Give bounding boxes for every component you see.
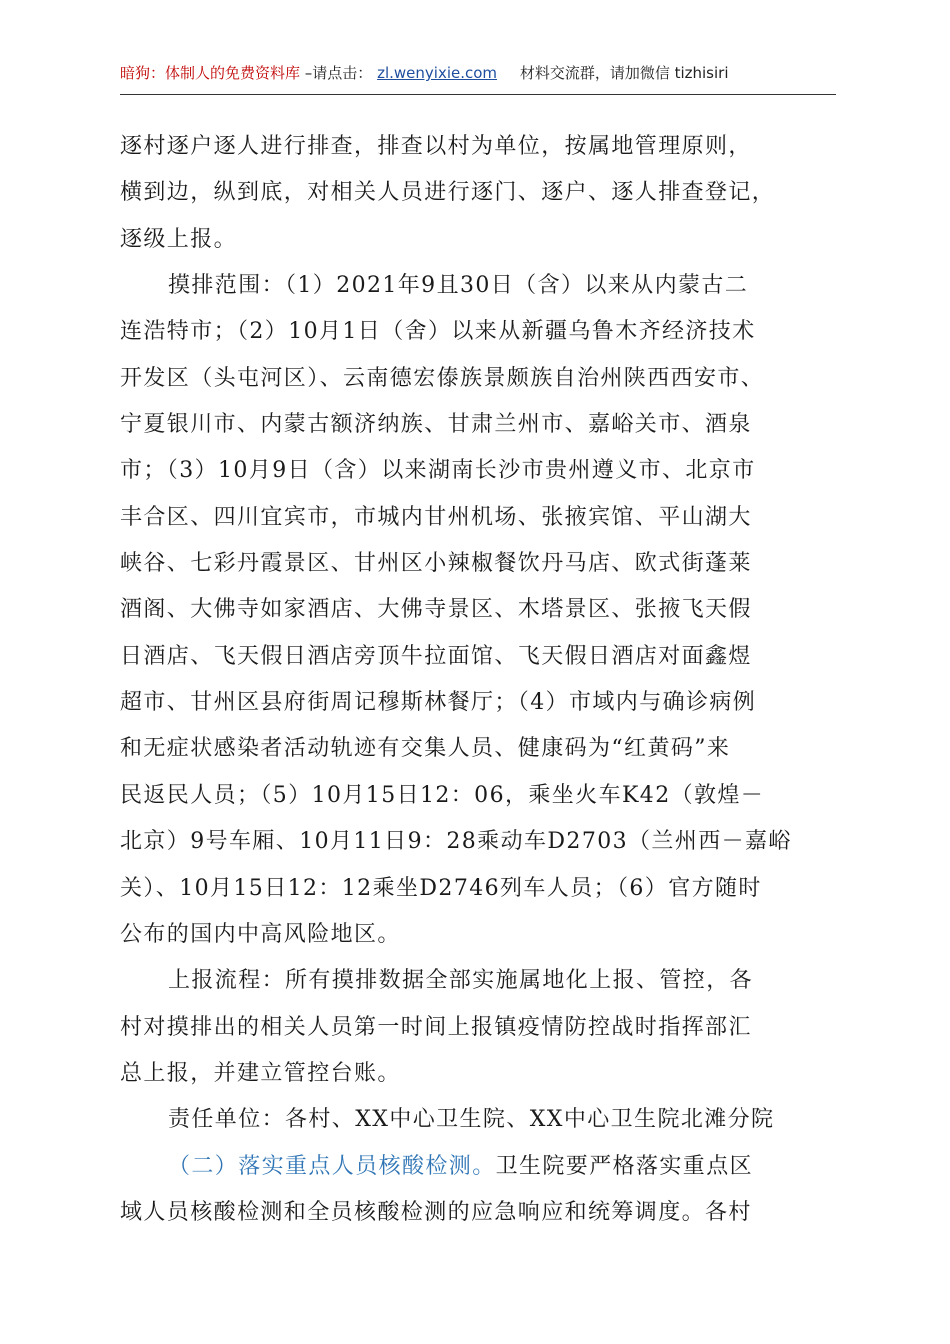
section-heading-line xyxy=(120,1144,836,1190)
page-header xyxy=(120,62,836,92)
text-line: 北京）9号车厢、10月11日9：28乘动车D2703（兰州西－嘉峪 xyxy=(120,829,792,855)
text-line: 民返民人员；（5）10月15日12：06，乘坐火车K42（敦煌－ xyxy=(120,782,765,808)
header-link[interactable]: zl.wenyixie.com xyxy=(377,64,498,82)
document-body xyxy=(120,124,836,1236)
text-line: 逐村逐户逐人进行排查，排查以村为单位，按属地管理原则， xyxy=(120,134,752,159)
header-wechat-note: 材料交流群，请加微信 tizhisiri xyxy=(519,64,729,82)
paragraph-scope-start: 摸排范围：（1）2021年9且30日（含）以来从内蒙古二 xyxy=(168,273,749,299)
header-prompt: –请点击： xyxy=(304,64,373,82)
text-line: 公布的国内中高风险地区。 xyxy=(120,921,401,947)
text-line: 域人员核酸检测和全员核酸检测的应急响应和统筹调度。各村 xyxy=(120,1199,752,1225)
paragraph-report-start: 上报流程：所有摸排数据全部实施属地化上报、管控，各 xyxy=(168,968,754,994)
text-line: 开发区（头屯河区）、云南德宏傣族景颇族自治州陕西西安市、 xyxy=(120,365,765,391)
section-heading: （二）落实重点人员核酸检测。 xyxy=(168,1153,496,1179)
paragraph-responsibility: 责任单位：各村、XX中心卫生院、XX中心卫生院北滩分院 xyxy=(168,1107,775,1133)
text-line: 日酒店、飞天假日酒店旁顶牛拉面馆、飞天假日酒店对面鑫煜 xyxy=(120,643,752,669)
text-line: 和无症状感染者活动轨迹有交集人员、健康码为“红黄码”来 xyxy=(120,736,731,762)
text-line: 连浩特市；（2）10月1日（舍）以来从新疆乌鲁木齐经济技术 xyxy=(120,319,756,345)
text-line: 峡谷、七彩丹霞景区、甘州区小辣椒餐饮丹马店、欧式街蓬莱 xyxy=(120,551,752,577)
text-line: 总上报，并建立管控台账。 xyxy=(120,1060,401,1086)
text-line: 逐级上报。 xyxy=(120,226,238,252)
text-line: 酒阁、大佛寺如家酒店、大佛寺景区、木塔景区、张掖飞天假 xyxy=(120,597,752,623)
heading-rest-text: 卫生院要严格落实重点区 xyxy=(495,1153,754,1179)
text-line: 横到边，纵到底，对相关人员进行逐门、逐户、逐人排查登记， xyxy=(120,180,776,206)
text-line: 村对摸排出的相关人员第一时间上报镇疫情防控战时指挥部汇 xyxy=(120,1014,752,1040)
text-line: 超市、甘州区县府街周记穆斯林餐厅；（4）市域内与确诊病例 xyxy=(120,690,757,716)
text-line: 市；（3）10月9日（含）以来湖南长沙市贵州遵义市、北京市 xyxy=(120,458,756,484)
text-line: 丰合区、四川宜宾市，市城内甘州机场、张掖宾馆、平山湖大 xyxy=(120,504,752,530)
header-site-name: 暗狗：体制人的免费资料库 xyxy=(120,64,301,82)
text-line: 宁夏银川市、内蒙古额济纳族、甘肃兰州市、嘉峪关市、酒泉 xyxy=(120,412,752,438)
text-line: 关）、10月15日12：12乘坐D2746列车人员；（6）官方随时 xyxy=(120,875,762,901)
header-divider xyxy=(120,94,836,95)
